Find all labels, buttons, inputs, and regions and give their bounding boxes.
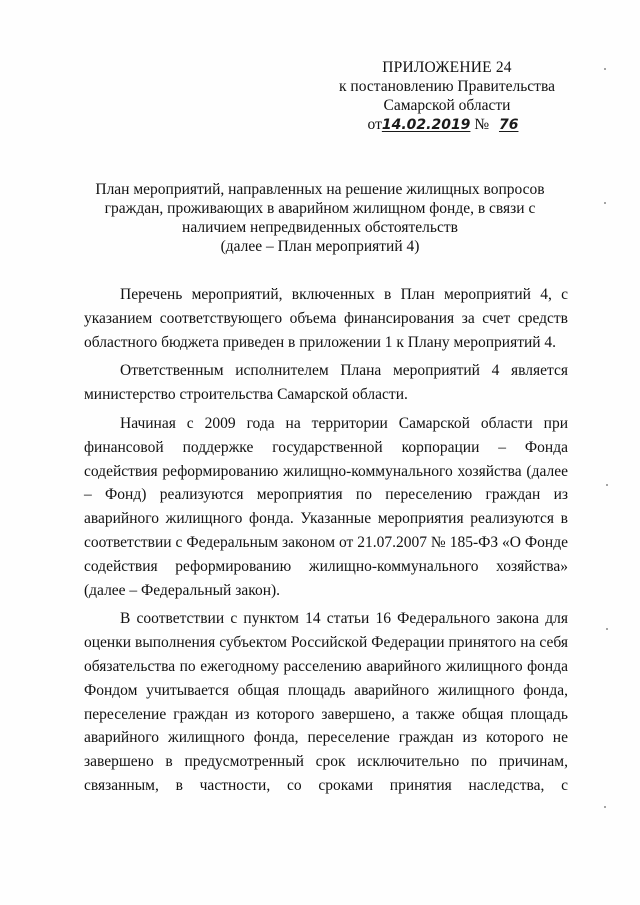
scan-speck [604, 202, 606, 204]
plan-title [60, 180, 580, 256]
body-paragraph-3: Начиная с 2009 года на территории Самарской области при финансовой поддержке государственной корпорации – Фонда содействия реформированию жилищно-коммунального хозяйства (далее – Фонд) реализуются мероприятия по переселению граждан из аварийного жилищного фонда. Указанные мероприятия реализуются в соответствии с Федеральным законом от 21.07.2007 № 185-ФЗ «О Фонде содействия реформированию жилищно-коммунального хозяйства» (далее – Федеральный закон). [84, 414, 568, 599]
scan-speck [604, 806, 606, 808]
scan-speck [606, 484, 608, 486]
scan-speck [606, 628, 608, 630]
number-label: № [474, 116, 490, 133]
body-paragraph-2: Ответственным исполнителем Плана мероприятий 4 является министерство строительства Самарской области. [84, 362, 568, 404]
handwritten-date: 14.02.2019 [381, 117, 471, 133]
appendix-header [332, 58, 562, 135]
document-body [84, 283, 568, 803]
plan-title-line-4: (далее – План мероприятий 4) [220, 238, 420, 255]
scan-speck [604, 68, 606, 70]
handwritten-number: 76 [498, 117, 519, 133]
body-paragraph-4: В соответствии с пунктом 14 статьи 16 Федерального закона для оценки выполнения субъектом Российской Федерации принятого на себя обязательства по ежегодному расселению аварийного жилищного фонда Фондом учитывается общая площадь аварийного жилищного фонда, переселение граждан из которого завершено, а также общая площадь аварийного жилищного фонда, переселение граждан из которого не завершено в предусмотренный срок исключительно по причинам, связанным, в частности, со сроками принятия наследства, с [84, 610, 568, 794]
date-prefix: от [367, 116, 382, 133]
plan-title-line-3: наличием непредвиденных обстоятельств [182, 219, 458, 236]
plan-title-line-1: План мероприятий, направленных на решение жилищных вопросов [95, 181, 545, 198]
plan-title-line-2: граждан, проживающих в аварийном жилищном фонде, в связи с [104, 200, 536, 217]
appendix-reference: к постановлению Правительства [339, 78, 555, 95]
appendix-region: Самарской области [383, 97, 511, 114]
appendix-title: ПРИЛОЖЕНИЕ 24 [382, 59, 512, 76]
body-paragraph-1: Перечень мероприятий, включенных в План мероприятий 4, с указанием соответствующего объема финансирования за счет средств областного бюджета приведен в приложении 1 к Плану мероприятий 4. [84, 286, 568, 351]
appendix-date-line [332, 115, 562, 135]
